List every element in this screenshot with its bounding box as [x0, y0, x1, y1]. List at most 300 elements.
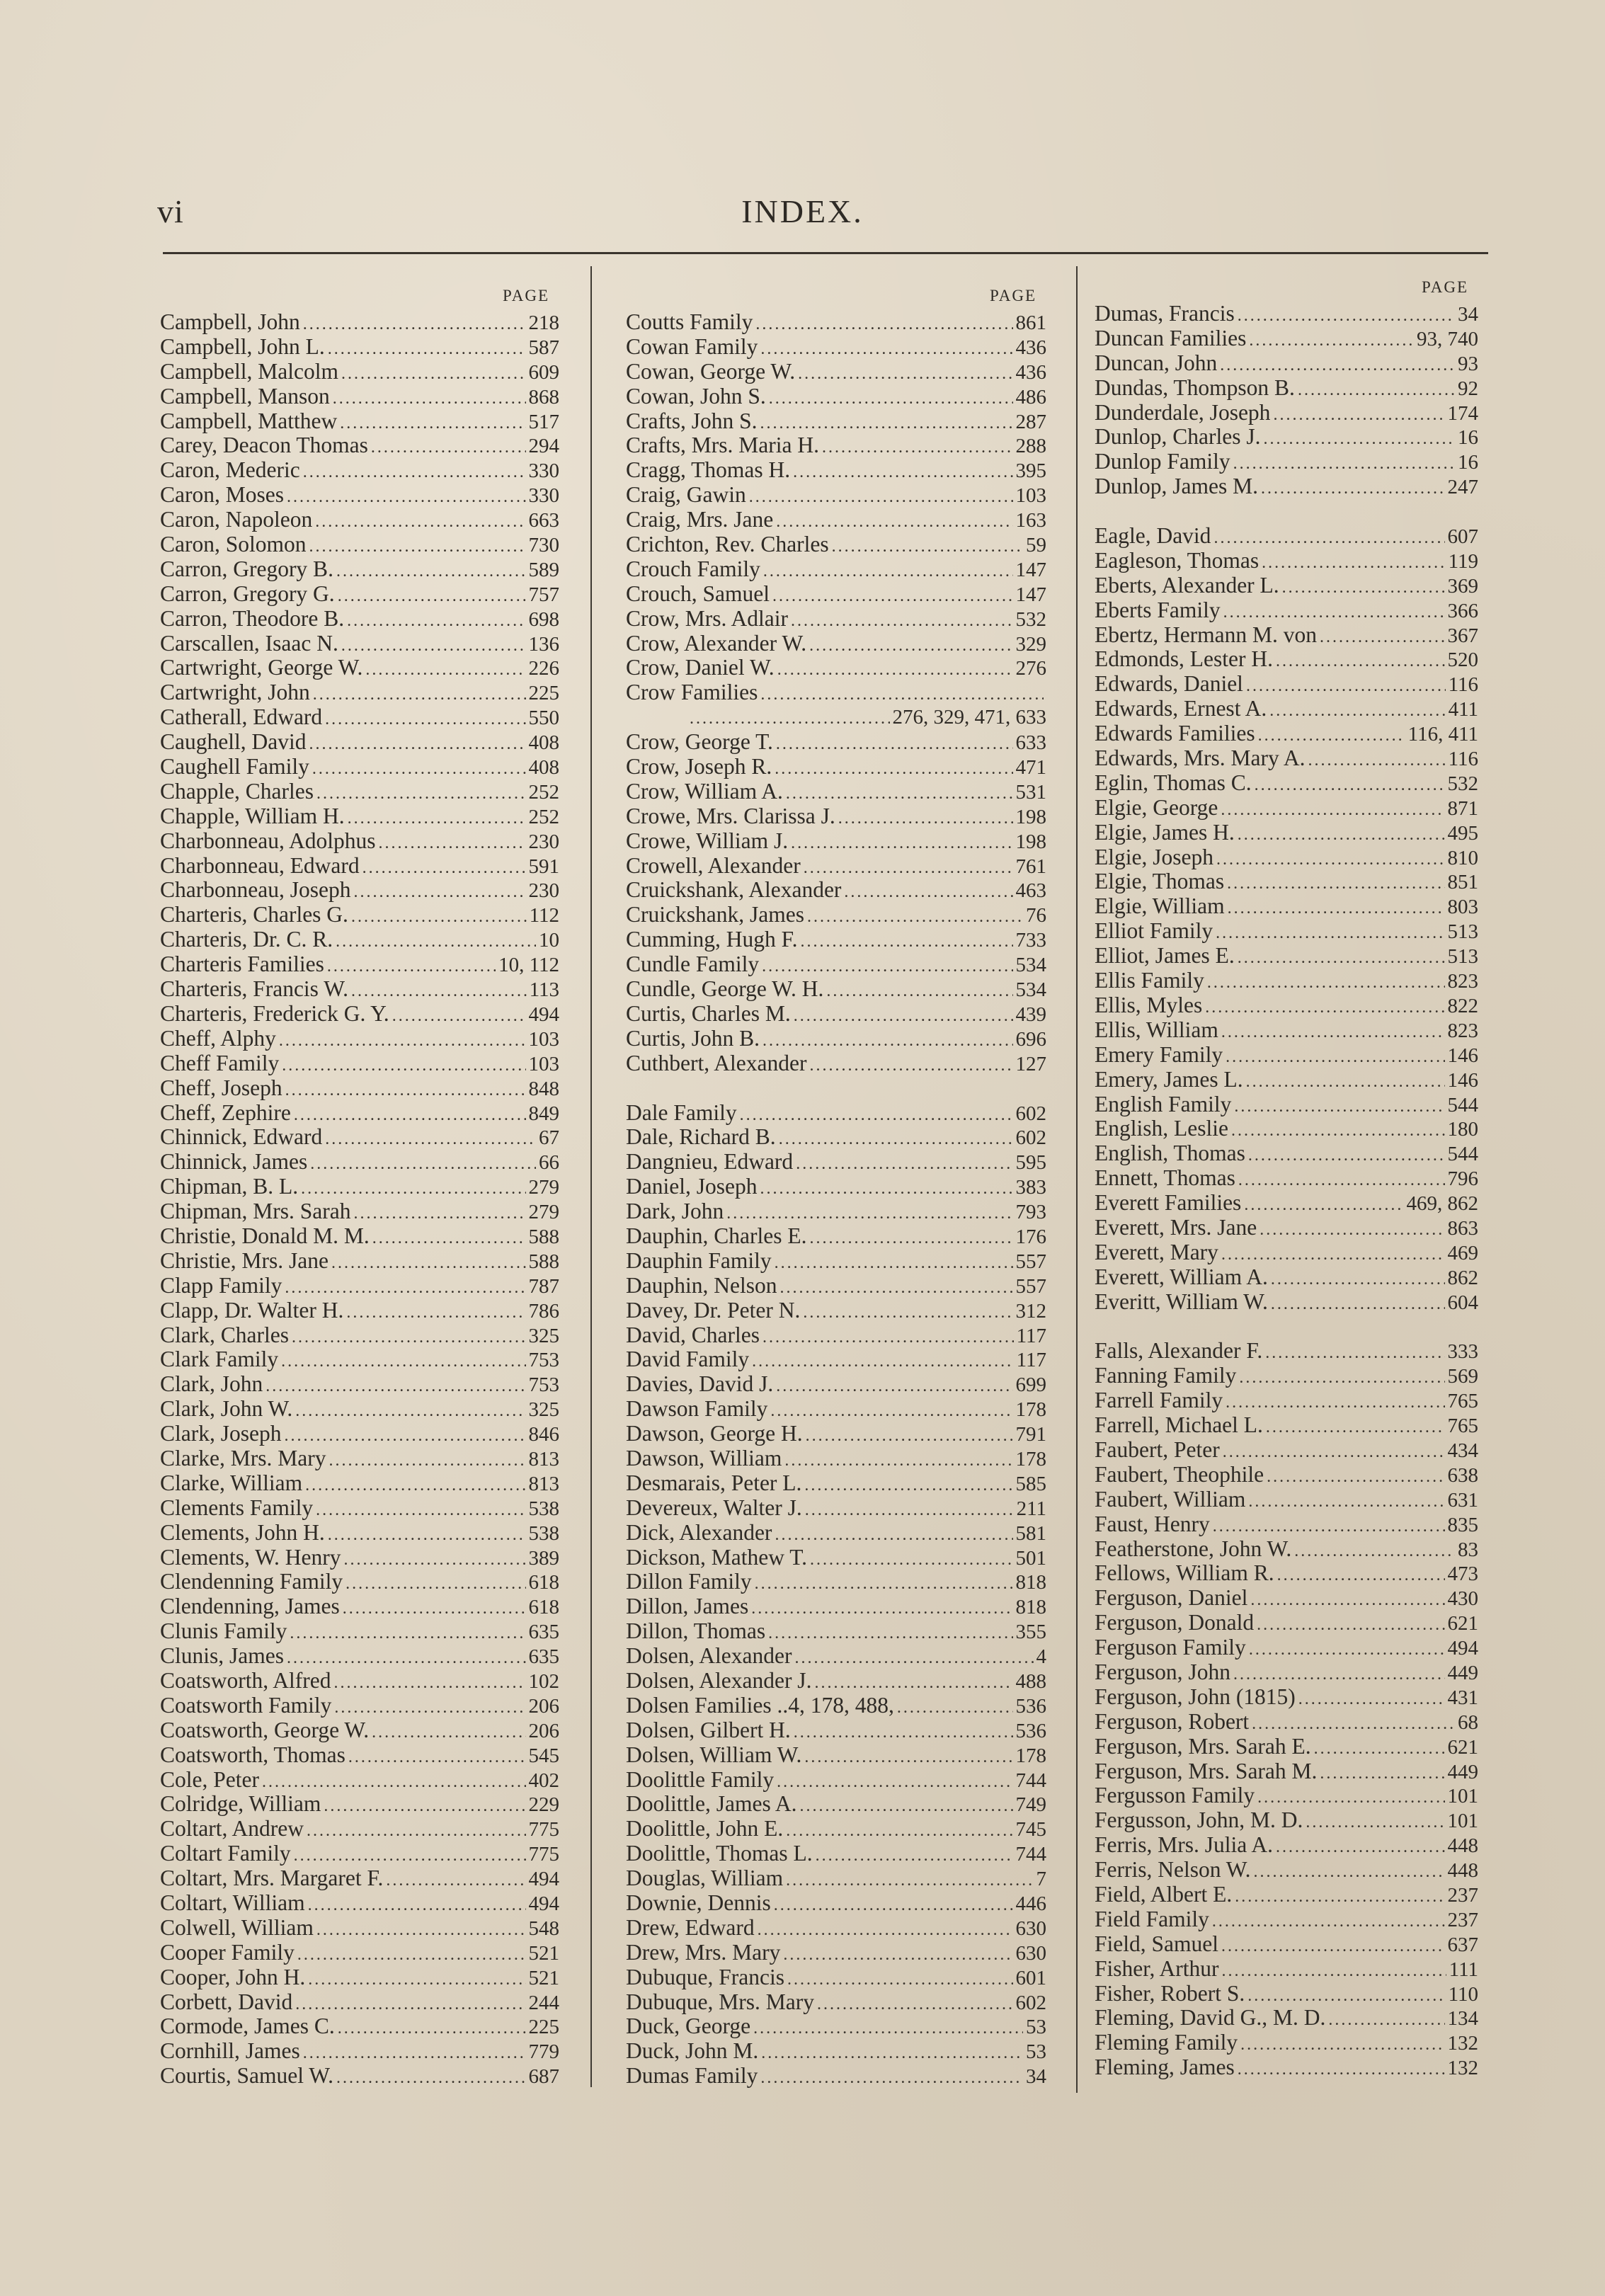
entry-page-number: 146: [1447, 1044, 1478, 1067]
entry-page-number: 630: [1015, 1941, 1046, 1965]
entry-page-number: 206: [528, 1694, 559, 1718]
leader-dots: [690, 707, 890, 730]
leader-dots: [1320, 625, 1444, 648]
index-entry: [160, 1471, 559, 1496]
leader-dots: [804, 1473, 1012, 1496]
entry-name: Dale, Richard B.: [626, 1125, 776, 1150]
leader-dots: [1246, 1070, 1445, 1092]
index-entry: [160, 804, 559, 829]
index-entry: [626, 1224, 1046, 1249]
entry-name: Crow, Alexander W.: [626, 631, 807, 656]
entry-page-number: 134: [1447, 2007, 1478, 2031]
entry-page-number: 112: [529, 904, 559, 927]
entry-name: Dundas, Thompson B.: [1095, 375, 1295, 400]
index-entry: [1095, 401, 1478, 425]
leader-dots: [768, 1621, 1012, 1644]
entry-page-number: 848: [528, 1077, 559, 1100]
entry-page-number: 823: [1447, 1019, 1478, 1042]
entry-name: Dolsen, William W.: [626, 1742, 802, 1767]
leader-dots: [1282, 576, 1445, 598]
index-entry: [1095, 1463, 1478, 1487]
entry-page-number: 7: [1036, 1868, 1046, 1891]
entry-page-number: 136: [528, 632, 559, 656]
leader-dots: [803, 1301, 1012, 1323]
entry-name: Farrell, Michael L.: [1095, 1413, 1263, 1438]
leader-dots: [1308, 748, 1445, 771]
index-entry: [626, 680, 1046, 705]
entry-page-number: 635: [528, 1645, 559, 1669]
entry-page-number: 92: [1458, 377, 1478, 400]
entry-name: Daniel, Joseph: [626, 1175, 758, 1199]
leader-dots: [1262, 551, 1445, 573]
index-entry: [626, 1397, 1046, 1422]
index-entry: [1095, 1586, 1478, 1611]
leader-dots: [287, 1646, 525, 1669]
index-entry: [160, 1594, 559, 1619]
leader-dots: [809, 1226, 1012, 1249]
entry-page-number: 486: [1015, 385, 1046, 409]
leader-dots: [351, 979, 527, 1002]
entry-page-number: 4: [1036, 1645, 1046, 1669]
entry-name: Cruickshank, James: [626, 903, 804, 927]
leader-dots: [1273, 403, 1444, 425]
entry-name: Carscallen, Isaac N.: [160, 631, 338, 656]
entry-name: Cheff, Joseph: [160, 1075, 282, 1100]
entry-name: Ellis, William: [1095, 1017, 1218, 1042]
leader-dots: [328, 1523, 526, 1546]
entry-name: Ferguson, Mrs. Sarah M.: [1095, 1759, 1318, 1783]
index-entry: [160, 2014, 559, 2039]
entry-page-number: 761: [1015, 855, 1046, 878]
index-entry: [1095, 474, 1478, 499]
leader-dots: [1223, 600, 1445, 623]
leader-dots: [1314, 1737, 1445, 1759]
index-entry: [160, 1323, 559, 1348]
leader-dots: [751, 1597, 1012, 1619]
index-entry: [1095, 672, 1478, 697]
entry-name: Ferguson, Donald: [1095, 1611, 1255, 1635]
entry-page-number: 602: [1015, 1126, 1046, 1150]
index-entry: [1095, 1216, 1478, 1240]
leader-dots: [786, 1819, 1012, 1841]
index-entry: [1095, 1043, 1478, 1068]
leader-dots: [1226, 1045, 1444, 1068]
entry-name: Craig, Gawin: [626, 483, 746, 508]
index-entry: [1095, 1858, 1478, 1883]
entry-page-number: 744: [1015, 1843, 1046, 1866]
leader-dots: [1257, 1786, 1444, 1808]
entry-name: Cundle Family: [626, 952, 760, 977]
entry-name: Clunis Family: [160, 1619, 287, 1644]
index-entry: [1095, 647, 1478, 672]
index-entry: [1095, 1982, 1478, 2006]
entry-name: Crowe, William J.: [626, 828, 789, 853]
index-entry: [626, 1792, 1046, 1817]
index-entry: [1095, 845, 1478, 870]
leader-dots: [796, 1152, 1012, 1175]
entry-name: Edmonds, Lester H.: [1095, 647, 1273, 672]
entry-page-number: 113: [529, 978, 559, 1002]
index-column-1: [160, 282, 559, 2089]
index-entry: [160, 1743, 559, 1768]
entry-page-number: 521: [528, 1966, 559, 1989]
entry-page-number: 818: [1015, 1596, 1046, 1619]
entry-name: Edwards, Daniel: [1095, 672, 1243, 697]
leader-dots: [760, 682, 1044, 705]
entry-page-number: 132: [1447, 2032, 1478, 2055]
entry-name: English, Leslie: [1095, 1116, 1228, 1141]
entry-page-number: 607: [1447, 525, 1478, 549]
entry-page-number: 595: [1015, 1151, 1046, 1175]
entry-page-number: 536: [1015, 1719, 1046, 1742]
entry-name: Chipman, Mrs. Sarah: [160, 1199, 351, 1224]
entry-name: Elgie, George: [1095, 795, 1218, 820]
leader-dots: [787, 1967, 1013, 1990]
index-entry: [626, 829, 1046, 854]
index-entry: [160, 1990, 559, 2015]
leader-dots: [1247, 1984, 1445, 2006]
entry-page-number: 408: [528, 756, 559, 779]
entry-name: Eberts, Alexander L.: [1095, 573, 1279, 598]
entry-page-number: 367: [1447, 624, 1478, 647]
entry-page-number: 178: [1015, 1398, 1046, 1422]
leader-dots: [303, 312, 526, 335]
entry-name: Elgie, Thomas: [1095, 869, 1225, 894]
entry-page-number: 147: [1015, 583, 1046, 606]
leader-dots: [378, 831, 525, 854]
index-entry: [626, 1866, 1046, 1891]
index-entry: [160, 1768, 559, 1793]
entry-name: Douglas, William: [626, 1866, 784, 1891]
index-entry: [1095, 1438, 1478, 1463]
leader-dots: [1266, 1415, 1445, 1438]
leader-dots: [362, 856, 526, 879]
entry-page-number: 198: [1015, 830, 1046, 853]
entry-name: Dauphin Family: [626, 1248, 772, 1273]
entry-name: Fanning Family: [1095, 1364, 1237, 1388]
index-entry: [160, 483, 559, 508]
entry-page-number: 863: [1447, 1216, 1478, 1240]
leader-dots: [1252, 1712, 1455, 1735]
entry-name: Clements Family: [160, 1495, 314, 1520]
entry-name: Dangnieu, Edward: [626, 1150, 794, 1175]
index-entry: [160, 1669, 559, 1694]
index-entry: [626, 1990, 1046, 2015]
index-entry: [626, 2039, 1046, 2064]
index-entry: [626, 2014, 1046, 2039]
leader-dots: [774, 1893, 1013, 1916]
index-entry: [1095, 944, 1478, 969]
section-gap: [1095, 499, 1478, 524]
entry-page-number: 638: [1447, 1463, 1478, 1487]
entry-name: Dillon, Thomas: [626, 1619, 766, 1644]
leader-dots: [327, 954, 496, 977]
entry-page-number: 775: [528, 1818, 559, 1841]
entry-name: Crafts, John S.: [626, 409, 758, 433]
entry-page-number: 68: [1458, 1710, 1478, 1734]
entry-page-number: 517: [528, 410, 559, 433]
entry-page-number: 591: [528, 855, 559, 878]
entry-name: Field Family: [1095, 1907, 1209, 1931]
leader-dots: [822, 435, 1013, 458]
index-entry: [160, 508, 559, 532]
entry-page-number: 436: [1015, 360, 1046, 384]
entry-page-number: 494: [528, 1003, 559, 1026]
leader-dots: [1221, 1959, 1446, 1982]
entry-page-number: 76: [1026, 904, 1046, 927]
index-entry: [160, 1718, 559, 1743]
index-entry: [160, 1866, 559, 1891]
leader-dots: [755, 312, 1012, 335]
entry-page-number: 244: [528, 1991, 559, 2014]
index-entry: [1095, 821, 1478, 845]
entry-name: Faubert, Theophile: [1095, 1462, 1264, 1487]
entry-name: Cooper, John H.: [160, 1965, 306, 1989]
entry-page-number: 230: [528, 830, 559, 853]
leader-dots: [265, 1374, 525, 1397]
entry-name: Dubuque, Mrs. Mary: [626, 1989, 814, 2014]
entry-page-number: 698: [528, 607, 559, 631]
entry-page-number: 548: [528, 1917, 559, 1940]
entry-name: Drew, Mrs. Mary: [626, 1940, 781, 1965]
leader-dots: [328, 337, 526, 360]
leader-dots: [1328, 2008, 1444, 2031]
leader-dots: [1220, 353, 1455, 376]
leader-dots: [753, 2016, 1023, 2039]
leader-dots: [752, 1349, 1013, 1372]
entry-name: Dolsen, Alexander: [626, 1644, 792, 1669]
leader-dots: [338, 584, 526, 607]
index-entry: [1095, 1265, 1478, 1290]
entry-name: Dillon, James: [626, 1594, 749, 1619]
leader-dots: [740, 1103, 1013, 1126]
leader-dots: [805, 1498, 1014, 1521]
index-entry: [626, 409, 1046, 434]
entry-name: Cumming, Hugh F.: [626, 927, 798, 952]
entry-name: Ferguson, John (1815): [1095, 1684, 1296, 1709]
entry-page-number: 604: [1447, 1291, 1478, 1314]
index-entry: [626, 1965, 1046, 1990]
leader-dots: [775, 1523, 1012, 1546]
header-rule: [163, 252, 1488, 254]
index-entry: [626, 384, 1046, 409]
entry-name: Crichton, Rev. Charles: [626, 532, 829, 557]
entry-name: Dawson Family: [626, 1397, 768, 1422]
entry-name: Elgie, James H.: [1095, 820, 1235, 845]
index-entry: [626, 1347, 1046, 1372]
entry-name: Caron, Solomon: [160, 532, 307, 557]
entry-name: Carron, Theodore B.: [160, 606, 345, 631]
leader-dots: [775, 1251, 1013, 1274]
index-entry: [1095, 1191, 1478, 1216]
entry-name: Coatsworth Family: [160, 1693, 332, 1718]
index-entry: [626, 1496, 1046, 1521]
index-entry: [160, 829, 559, 854]
leader-dots: [292, 1325, 526, 1348]
entry-name: Dunlop, James M.: [1095, 474, 1258, 499]
index-entry: [160, 360, 559, 384]
index-entry: [626, 1644, 1046, 1669]
entry-page-number: 818: [1015, 1571, 1046, 1594]
entry-name: Carey, Deacon Thomas: [160, 433, 368, 458]
index-entry: [626, 310, 1046, 335]
entry-page-number: 10: [539, 929, 559, 952]
entry-name: Crow, George T.: [626, 730, 773, 755]
leader-dots: [1263, 427, 1455, 450]
entry-name: Campbell, Malcolm: [160, 359, 338, 384]
index-entry: [1095, 1783, 1478, 1808]
index-entry: [160, 1546, 559, 1570]
index-entry: [160, 1694, 559, 1718]
entry-page-number: 835: [1447, 1513, 1478, 1536]
entry-page-number: 791: [1015, 1423, 1046, 1446]
entry-page-number: 34: [1026, 2065, 1046, 2089]
leader-dots: [777, 1770, 1012, 1793]
entry-page-number: 225: [528, 2016, 559, 2039]
leader-dots: [1221, 1243, 1445, 1265]
index-entry: [160, 1224, 559, 1249]
leader-dots: [281, 1349, 525, 1372]
entry-name: Crow, Mrs. Adlair: [626, 606, 788, 631]
entry-name: Field, Samuel: [1095, 1931, 1218, 1956]
entry-name: Fisher, Robert S.: [1095, 1981, 1245, 2006]
entry-name: Emery, James L.: [1095, 1067, 1243, 1092]
entry-name: Elliot Family: [1095, 919, 1213, 944]
entry-name: Falls, Alexander F.: [1095, 1339, 1263, 1364]
index-entry: [626, 1841, 1046, 1866]
entry-page-number: 585: [1015, 1472, 1046, 1495]
entry-name: Caron, Napoleon: [160, 508, 313, 532]
leader-dots: [1213, 526, 1444, 549]
entry-page-number: 226: [528, 657, 559, 680]
leader-dots: [1238, 946, 1445, 969]
entry-name: Crouch Family: [626, 556, 760, 581]
entry-name: Christie, Mrs. Jane: [160, 1248, 329, 1273]
index-entry: [1095, 524, 1478, 549]
entry-name: Cowan Family: [626, 334, 758, 359]
leader-dots: [1234, 1095, 1444, 1117]
entry-page-number: 116: [1448, 748, 1478, 771]
entry-page-number: 513: [1447, 945, 1478, 969]
entry-name: Crowe, Mrs. Clarissa J.: [626, 804, 835, 828]
entry-name: Fergusson Family: [1095, 1783, 1255, 1808]
index-entry: [626, 1916, 1046, 1941]
index-entry: [160, 1002, 559, 1027]
entry-name: Duncan Families: [1095, 326, 1247, 350]
index-entry: [160, 656, 559, 680]
index-entry: [1095, 1537, 1478, 1562]
entry-name: Dauphin, Charles E.: [626, 1223, 807, 1248]
leader-dots: [290, 1621, 525, 1644]
entry-name: Coutts Family: [626, 310, 753, 334]
index-entry: [160, 1941, 559, 1965]
entry-name: Cormode, James C.: [160, 2014, 335, 2039]
index-entry: [1095, 425, 1478, 450]
index-entry: [160, 1422, 559, 1446]
entry-page-number: 434: [1447, 1439, 1478, 1462]
entry-name: Dickson, Mathew T.: [626, 1545, 808, 1570]
entry-name: Clark, Charles: [160, 1323, 289, 1347]
entry-name: Christie, Donald M. M.: [160, 1223, 370, 1248]
entry-name: Dumas, Francis: [1095, 302, 1235, 326]
entry-name: Campbell, Manson: [160, 384, 330, 409]
index-entry: [626, 1372, 1046, 1397]
index-entry: [1095, 1388, 1478, 1413]
entry-name: Dillon Family: [626, 1570, 752, 1594]
entry-name: Crow, Daniel W.: [626, 656, 775, 680]
index-entry: [626, 1619, 1046, 1644]
index-entry: [160, 1175, 559, 1199]
index-entry: [160, 977, 559, 1002]
entry-name: David, Charles: [626, 1323, 760, 1347]
entry-name: Dauphin, Nelson: [626, 1273, 777, 1298]
entry-page-number: 730: [528, 534, 559, 557]
leader-dots: [809, 1053, 1012, 1076]
entry-page-number: 448: [1447, 1859, 1478, 1883]
entry-page-number: 749: [1015, 1793, 1046, 1817]
index-entry: [626, 1521, 1046, 1546]
entry-page-number: 488: [1015, 1669, 1046, 1693]
leader-dots: [1244, 1193, 1403, 1216]
leader-dots: [1257, 1613, 1444, 1635]
entry-page-number: 534: [1015, 954, 1046, 977]
entry-page-number: 637: [1447, 1933, 1478, 1956]
leader-dots: [1298, 1687, 1445, 1710]
entry-page-number: 744: [1015, 1769, 1046, 1792]
entry-page-number: 813: [528, 1447, 559, 1470]
entry-page-number: 247: [1447, 476, 1478, 499]
index-entry: [1095, 894, 1478, 919]
entry-page-number: 538: [528, 1497, 559, 1520]
leader-dots: [749, 485, 1013, 508]
leader-dots: [1267, 1465, 1444, 1487]
leader-dots: [791, 609, 1013, 632]
entry-name: Eagleson, Thomas: [1095, 548, 1260, 573]
leader-dots: [770, 1399, 1012, 1422]
entry-page-number: 325: [528, 1398, 559, 1422]
index-entry: [626, 854, 1046, 879]
index-entry: [626, 903, 1046, 927]
entry-page-number: 534: [1015, 978, 1046, 1002]
entry-page-number: 449: [1447, 1661, 1478, 1684]
leader-dots: [760, 2066, 1023, 2089]
entry-page-number: 211: [1016, 1497, 1046, 1520]
entry-name: Clarke, Mrs. Mary: [160, 1446, 326, 1470]
leader-dots: [758, 1918, 1013, 1941]
page-column-heading: PAGE: [990, 287, 1036, 304]
entry-name: Featherstone, John W.: [1095, 1536, 1292, 1561]
index-entry: [626, 483, 1046, 508]
leader-dots: [348, 806, 526, 829]
entry-page-number: 252: [528, 780, 559, 804]
index-entry: [626, 1471, 1046, 1496]
leader-dots: [353, 1201, 525, 1224]
entry-page-number: 618: [528, 1571, 559, 1594]
entry-page-number: 93: [1458, 352, 1478, 375]
entry-name: Elgie, Joseph: [1095, 845, 1213, 869]
entry-name: Ferguson, Robert: [1095, 1709, 1250, 1734]
index-entry: [1095, 1364, 1478, 1388]
entry-name: Clapp Family: [160, 1273, 282, 1298]
leader-dots: [336, 2066, 525, 2089]
entry-name: Faust, Henry: [1095, 1512, 1210, 1536]
entry-page-number: 621: [1447, 1735, 1478, 1759]
index-entry: [1095, 771, 1478, 796]
entry-page-number: 557: [1015, 1274, 1046, 1298]
leader-dots: [309, 732, 525, 755]
leader-dots: [1248, 1143, 1445, 1166]
entry-page-number: 93, 740: [1417, 327, 1478, 350]
